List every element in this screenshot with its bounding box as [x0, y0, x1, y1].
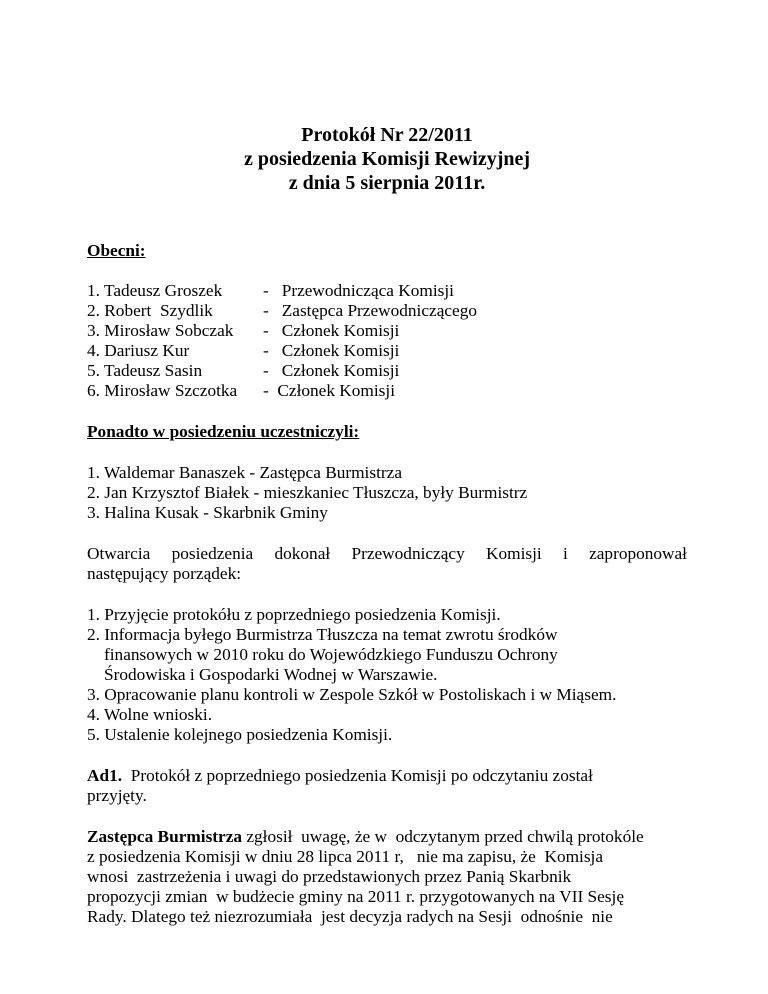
opening-line-1: Otwarcia posiedzenia dokonał Przewodniczący Komisji i zaproponował [87, 544, 687, 563]
opening-paragraph [87, 544, 687, 584]
member-row [87, 361, 687, 381]
member-role: - Członek Komisji [263, 381, 395, 400]
member-row [87, 381, 687, 401]
ad1-text: Protokół z poprzedniego posiedzenia Komisji po odczytaniu został [122, 766, 593, 785]
member-name: 2. Robert Szydlik [87, 301, 213, 320]
member-role: - Przewodnicząca Komisji [263, 281, 454, 300]
member-name: 3. Mirosław Sobczak [87, 321, 234, 340]
deputy-line-5: Rady. Dlatego też niezrozumiała jest decyzja radych na Sesji odnośnie nie [87, 907, 613, 926]
member-role: - Zastępca Przewodniczącego [263, 301, 477, 320]
present-heading: Obecni: [87, 241, 146, 260]
deputy-text: zgłosił uwagę, że w odczytanym przed chwilą protokóle [242, 827, 644, 846]
agenda-item-continuation: finansowych w 2010 roku do Wojewódzkiego Funduszu Ochrony [104, 645, 558, 664]
agenda-list [87, 605, 687, 745]
participant-item: 1. Waldemar Banaszek - Zastępca Burmistrza [87, 463, 402, 482]
agenda-item: 1. Przyjęcie protokółu z poprzedniego posiedzenia Komisji. [87, 605, 501, 624]
participants-heading: Ponadto w posiedzeniu uczestniczyli: [87, 422, 360, 441]
agenda-item: 2. Informacja byłego Burmistrza Tłuszcza na temat zwrotu środków [87, 625, 558, 644]
participant-item: 3. Halina Kusak - Skarbnik Gminy [87, 503, 328, 522]
ad1-line-1 [87, 766, 687, 786]
deputy-line-1 [87, 827, 687, 847]
ad1-paragraph [87, 766, 687, 806]
member-name: 1. Tadeusz Groszek [87, 281, 223, 300]
member-role: - Członek Komisji [263, 341, 400, 360]
deputy-line-3: wnosi zastrzeżenia i uwagi do przedstawionych przez Panią Skarbnik [87, 867, 572, 886]
deputy-paragraph [87, 827, 687, 927]
document-page [87, 123, 687, 927]
member-row [87, 341, 687, 361]
participants-list [87, 463, 687, 523]
present-members-list [87, 281, 687, 401]
deputy-line-4: propozycji zmian w budżecie gminy na 2011 r. przygotowanych na VII Sesję [87, 887, 625, 906]
opening-line-2: następujący porządek: [87, 564, 242, 583]
title-line-3: z dnia 5 sierpnia 2011r. [288, 172, 486, 194]
member-row [87, 321, 687, 341]
agenda-item-continuation: Środowiska i Gospodarki Wodnej w Warszawie. [104, 665, 438, 684]
agenda-item: 3. Opracowanie planu kontroli w Zespole Szkół w Postoliskach i w Miąsem. [87, 685, 617, 704]
document-title [87, 123, 687, 195]
deputy-line-2: z posiedzenia Komisji w dniu 28 lipca 2011 r, nie ma zapisu, że Komisja [87, 847, 604, 866]
agenda-item: 5. Ustalenie kolejnego posiedzenia Komisji. [87, 725, 393, 744]
deputy-label: Zastępca Burmistrza [87, 827, 243, 846]
member-role: - Członek Komisji [263, 361, 400, 380]
participant-item: 2. Jan Krzysztof Białek - mieszkaniec Tłuszcza, były Burmistrz [87, 483, 528, 502]
ad1-label: Ad1. [87, 766, 123, 785]
ad1-line-2: przyjęty. [87, 786, 147, 805]
member-name: 5. Tadeusz Sasin [87, 361, 203, 380]
title-line-1: Protokół Nr 22/2011 [301, 124, 473, 146]
agenda-item: 4. Wolne wnioski. [87, 705, 213, 724]
member-role: - Członek Komisji [263, 321, 400, 340]
member-name: 4. Dariusz Kur [87, 341, 190, 360]
member-name: 6. Mirosław Szczotka [87, 381, 238, 400]
title-line-2: z posiedzenia Komisji Rewizyjnej [243, 148, 531, 170]
member-row [87, 281, 687, 301]
member-row [87, 301, 687, 321]
